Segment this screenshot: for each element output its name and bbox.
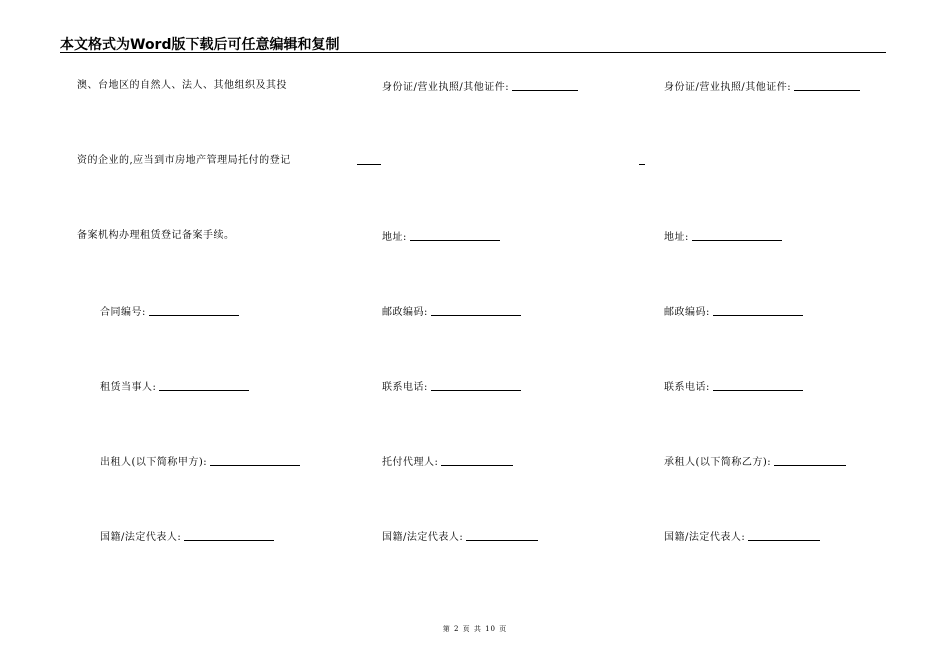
lessee-address-label: 地址: — [664, 232, 689, 243]
lessor-id-blank[interactable] — [512, 80, 578, 91]
lessor-id-label: 身份证/营业执照/其他证件: — [382, 82, 510, 93]
lessor-nationality-label: 国籍/法定代表人: — [100, 532, 182, 543]
agent-nationality-field — [382, 530, 538, 544]
page-header — [60, 32, 886, 53]
lessee-nationality-field — [664, 530, 820, 544]
lessee-field — [664, 455, 846, 469]
lease-parties-field — [100, 380, 249, 394]
lessee-phone-blank[interactable] — [713, 380, 803, 391]
lessor-label: 出租人(以下简称甲方): — [100, 457, 208, 468]
lessee-label: 承租人(以下简称乙方): — [664, 457, 772, 468]
agent-nationality-label: 国籍/法定代表人: — [382, 532, 464, 543]
lessor-phone-field — [382, 380, 521, 394]
lessee-nationality-label: 国籍/法定代表人: — [664, 532, 746, 543]
lessor-blank[interactable] — [210, 455, 300, 466]
lessor-address-field — [382, 230, 500, 244]
lessor-field — [100, 455, 300, 469]
lessor-agent-blank[interactable] — [441, 455, 513, 466]
lessor-address-blank[interactable] — [410, 230, 500, 241]
contract-number-label: 合同编号: — [100, 307, 146, 318]
lessor-nationality-field — [100, 530, 274, 544]
lessor-id-field — [382, 80, 578, 94]
lessee-postcode-blank[interactable] — [713, 305, 803, 316]
lessee-postcode-field — [664, 305, 803, 319]
lessor-nationality-blank[interactable] — [184, 530, 274, 541]
left-text-line-1: 澳、台地区的自然人、法人、其他组织及其投 — [77, 80, 287, 91]
left-text-line-3: 备案机构办理租赁登记备案手续。 — [77, 230, 235, 241]
lessor-agent-label: 托付代理人: — [382, 457, 439, 468]
lessor-address-label: 地址: — [382, 232, 407, 243]
lessee-phone-label: 联系电话: — [664, 382, 710, 393]
contract-number-field — [100, 305, 239, 319]
lease-parties-label: 租赁当事人: — [100, 382, 157, 393]
lessee-postcode-label: 邮政编码: — [664, 307, 710, 318]
lessee-id-blank[interactable] — [794, 80, 860, 91]
lessee-address-blank[interactable] — [692, 230, 782, 241]
lessee-phone-field — [664, 380, 803, 394]
tiny-blank-line — [639, 164, 645, 165]
short-blank-line — [357, 164, 381, 165]
page-footer: 第 2 页 共 10 页 — [442, 625, 508, 633]
agent-nationality-blank[interactable] — [466, 530, 538, 541]
lessee-id-label: 身份证/营业执照/其他证件: — [664, 82, 792, 93]
lease-parties-blank[interactable] — [159, 380, 249, 391]
header-title: 本文格式为Word版下载后可任意编辑和复制 — [60, 37, 340, 53]
lessor-postcode-label: 邮政编码: — [382, 307, 428, 318]
lessee-blank[interactable] — [774, 455, 846, 466]
lessee-nationality-blank[interactable] — [748, 530, 820, 541]
lessor-postcode-field — [382, 305, 521, 319]
lessor-agent-field — [382, 455, 513, 469]
lessor-phone-label: 联系电话: — [382, 382, 428, 393]
lessee-address-field — [664, 230, 782, 244]
lessee-id-field — [664, 80, 860, 94]
left-text-line-2: 资的企业的,应当到市房地产管理局托付的登记 — [77, 155, 291, 166]
contract-number-blank[interactable] — [149, 305, 239, 316]
lessor-postcode-blank[interactable] — [431, 305, 521, 316]
lessor-phone-blank[interactable] — [431, 380, 521, 391]
